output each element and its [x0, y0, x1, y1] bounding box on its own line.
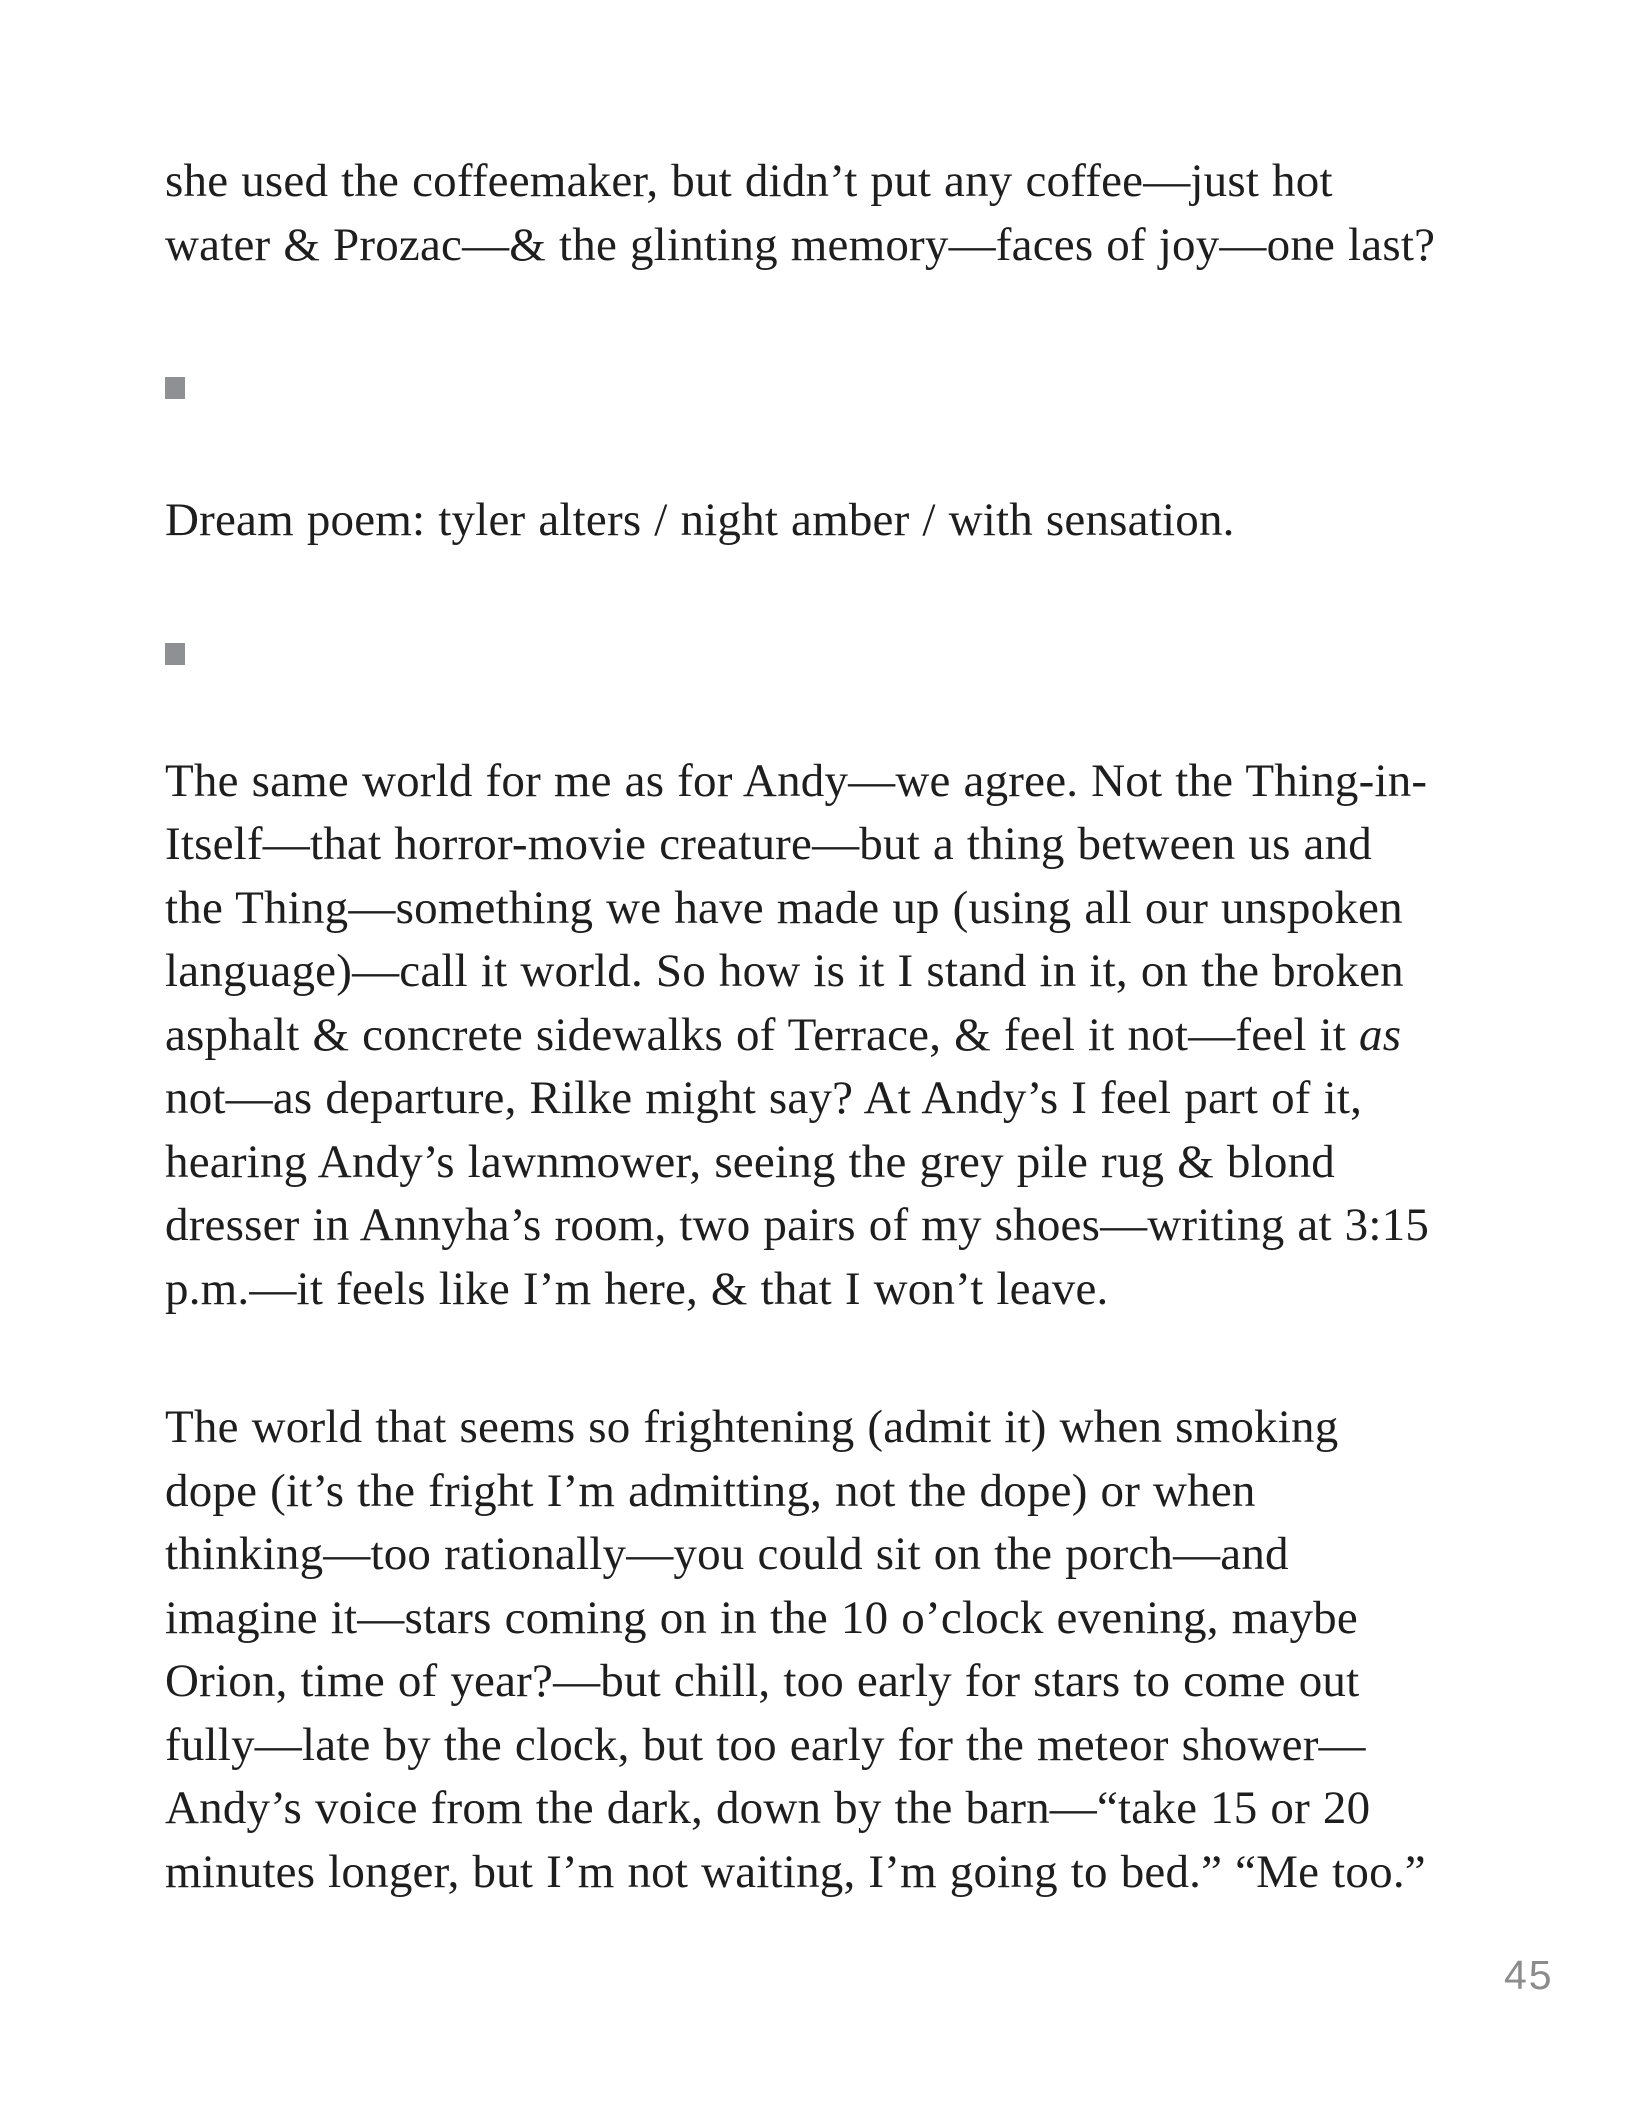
section-divider-square	[165, 643, 185, 665]
paragraph: The same world for me as for Andy—we agree. Not the Thing-in- Itself—that horror-movie creature—but a thing between us and the Thing—something we have made up (using all our unspoken language)—call it world. So how is it I stand in it, on the broken asphalt & concrete sidewalks of Terrace, & feel it not—feel it as not—as departure, Rilke might say? At Andy’s I feel part of it, hearing Andy’s lawnmower, seeing the grey pile rug & blond dresser in Annyha’s room, two pairs of my shoes—writing at 3:15 p.m.—it feels like I’m here, & that I won’t leave.	[165, 754, 1430, 1315]
page-number: 45	[1504, 1952, 1554, 1998]
page-text-column	[165, 150, 1510, 1904]
paragraph-dream-poem: Dream poem: tyler alters / night amber / with sensation.	[165, 494, 1235, 546]
section-divider-square	[165, 377, 185, 399]
paragraph: she used the coffeemaker, but didn’t put any coffee—just hot water & Prozac—& the glinting memory—faces of joy—one last?	[165, 155, 1436, 271]
paragraph: The world that seems so frightening (admit it) when smoking dope (it’s the fright I’m admitting, not the dope) or when thinking—too rationally—you could sit on the porch—and imagine it—stars coming on in the 10 o’clock evening, maybe Orion, time of year?—but chill, too early for stars to come out fully—late by the clock, but too early for the meteor shower— Andy’s voice from the dark, down by the barn—“take 15 or 20 minutes longer, but I’m not waiting, I’m going to bed.” “Me too.”	[165, 1401, 1426, 1898]
